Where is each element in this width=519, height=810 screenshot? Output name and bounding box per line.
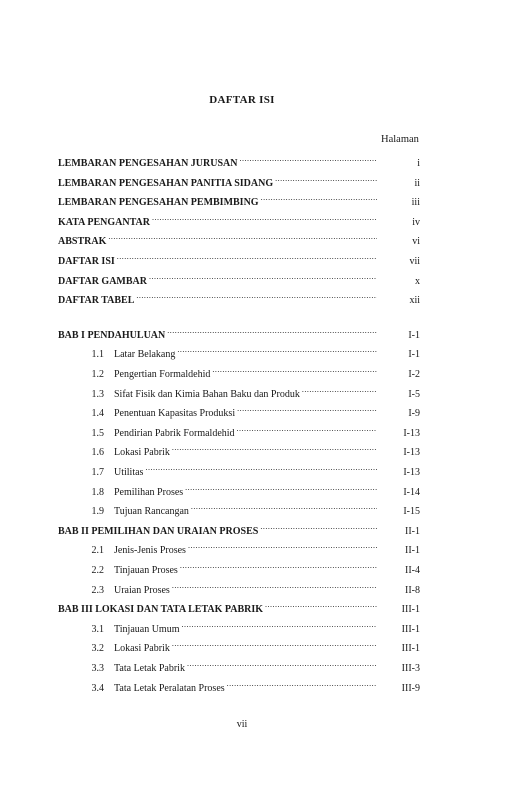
- entry-label: Sifat Fisik dan Kimia Bahan Baku dan Produk: [114, 388, 300, 400]
- section-number: 2.3: [91, 584, 104, 596]
- dot-leader: [180, 559, 377, 573]
- entry-page-number: III-3: [401, 663, 420, 674]
- section-entry: [70, 579, 420, 596]
- page-title: DAFTAR ISI: [209, 94, 275, 106]
- page-number-footer: vii: [236, 719, 248, 730]
- dot-leader: [149, 270, 377, 284]
- entry-label: DAFTAR ISI: [58, 256, 115, 267]
- front-matter-entry: [58, 152, 420, 169]
- entry-label: DAFTAR GAMBAR: [58, 275, 147, 287]
- entry-label: LEMBARAN PENGESAHAN JURUSAN: [58, 158, 238, 169]
- section-entry: [70, 559, 420, 576]
- entry-page-number: i: [417, 158, 420, 169]
- front-matter-entry: [58, 289, 420, 307]
- entry-page-number: xii: [409, 295, 420, 307]
- dot-leader: [261, 191, 377, 205]
- entry-page-number: I-1: [408, 329, 420, 341]
- entry-label: DAFTAR TABEL: [58, 295, 135, 307]
- entry-label: Latar Belakang: [114, 349, 176, 361]
- entry-label: Tata Letak Peralatan Proses: [114, 682, 225, 694]
- entry-label: Lokasi Pabrik: [114, 447, 170, 459]
- section-number: 1.2: [91, 369, 104, 380]
- section-entry: [70, 481, 420, 498]
- section-number: 2.1: [91, 545, 104, 557]
- dot-leader: [167, 324, 377, 338]
- chapter-entry: [58, 598, 420, 616]
- dot-leader: [187, 657, 377, 671]
- section-number: 1.8: [91, 486, 104, 498]
- entry-page-number: I-9: [408, 408, 420, 420]
- section-entry: [70, 500, 420, 518]
- entry-page-number: II-1: [405, 545, 420, 557]
- section-entry: [70, 461, 420, 478]
- dot-leader: [302, 383, 377, 397]
- entry-label: Utilitas: [114, 467, 144, 478]
- section-number: 1.4: [91, 408, 104, 420]
- section-number: 3.1: [91, 623, 104, 635]
- section-entry: [70, 422, 420, 439]
- dot-leader: [191, 500, 377, 514]
- section-number: 2.2: [91, 565, 104, 576]
- dot-leader: [117, 250, 377, 264]
- entry-label: LEMBARAN PENGESAHAN PANITIA SIDANG: [58, 177, 274, 189]
- entry-page-number: I-2: [408, 369, 420, 380]
- entry-page-number: III-1: [401, 643, 420, 655]
- front-matter-entry: [58, 250, 420, 267]
- entry-label: Pemilihan Proses: [114, 486, 184, 498]
- entry-page-number: II-8: [405, 584, 420, 596]
- entry-page-number: vii: [409, 256, 420, 267]
- entry-page-number: III-1: [401, 623, 420, 635]
- entry-page-number: x: [415, 275, 420, 287]
- dot-leader: [227, 677, 377, 691]
- dot-leader: [108, 230, 377, 244]
- entry-label: Tinjauan Umum: [114, 623, 180, 635]
- front-matter-entry: [58, 172, 420, 189]
- entry-page-number: I-13: [403, 467, 420, 478]
- dot-leader: [239, 152, 377, 166]
- section-entry: [70, 402, 420, 420]
- chapter-entry: [58, 324, 420, 341]
- section-number: 3.2: [91, 643, 104, 655]
- front-matter-entry: [58, 230, 420, 248]
- section-entry: [70, 677, 420, 694]
- dot-leader: [172, 637, 377, 651]
- dot-leader: [275, 172, 377, 186]
- entry-label: Uraian Proses: [114, 584, 170, 596]
- section-entry: [70, 539, 420, 557]
- entry-page-number: II-1: [405, 525, 420, 537]
- entry-label: BAB III LOKASI DAN TATA LETAK PABRIK: [58, 604, 264, 616]
- entry-page-number: III-1: [401, 604, 420, 616]
- dot-leader: [152, 211, 377, 225]
- chapter-entry: [58, 520, 420, 537]
- section-number: 1.3: [91, 388, 104, 400]
- dot-leader: [265, 598, 377, 612]
- entry-page-number: iv: [412, 216, 420, 228]
- section-number: 1.7: [91, 467, 104, 478]
- dot-leader: [181, 618, 377, 632]
- dot-leader: [185, 481, 377, 495]
- dot-leader: [136, 289, 377, 303]
- entry-label: Lokasi Pabrik: [114, 643, 170, 655]
- section-entry: [70, 657, 420, 674]
- dot-leader: [172, 441, 377, 455]
- entry-page-number: iii: [411, 197, 420, 209]
- entry-page-number: vi: [412, 236, 420, 248]
- dot-leader: [260, 520, 377, 534]
- dot-leader: [177, 343, 377, 357]
- dot-leader: [237, 402, 377, 416]
- entry-page-number: I-13: [403, 447, 420, 459]
- dot-leader: [172, 579, 377, 593]
- entry-label: Tujuan Rancangan: [114, 506, 189, 518]
- section-entry: [70, 637, 420, 655]
- entry-page-number: ii: [414, 177, 420, 189]
- section-entry: [70, 441, 420, 459]
- dot-leader: [212, 363, 377, 377]
- section-entry: [70, 343, 420, 361]
- section-entry: [70, 383, 420, 400]
- entry-label: Penentuan Kapasitas Produksi: [114, 408, 236, 420]
- entry-page-number: I-5: [408, 388, 420, 400]
- page-column-header: Halaman: [381, 134, 419, 145]
- section-number: 1.6: [91, 447, 104, 459]
- section-entry: [70, 618, 420, 635]
- section-number: 3.4: [91, 682, 104, 694]
- section-number: 1.1: [91, 349, 104, 361]
- entry-label: Jenis-Jenis Proses: [114, 545, 186, 557]
- entry-page-number: II-4: [405, 565, 420, 576]
- section-number: 1.5: [91, 427, 104, 439]
- entry-label: BAB I PENDAHULUAN: [58, 329, 166, 341]
- entry-label: KATA PENGANTAR: [58, 216, 150, 228]
- entry-label: LEMBARAN PENGESAHAN PEMBIMBING: [58, 197, 259, 209]
- dot-leader: [237, 422, 377, 436]
- entry-label: ABSTRAK: [58, 236, 107, 248]
- entry-page-number: I-13: [403, 427, 420, 439]
- entry-label: Tinjauan Proses: [114, 565, 178, 576]
- entry-label: Pengertian Formaldehid: [114, 369, 211, 380]
- entry-label: Tata Letak Pabrik: [114, 663, 185, 674]
- dot-leader: [188, 539, 377, 553]
- front-matter-entry: [58, 191, 420, 209]
- entry-page-number: III-9: [401, 682, 420, 694]
- entry-label: BAB II PEMILIHAN DAN URAIAN PROSES: [58, 525, 259, 537]
- front-matter-entry: [58, 270, 420, 287]
- dot-leader: [145, 461, 377, 475]
- entry-label: Pendirian Pabrik Formaldehid: [114, 427, 235, 439]
- section-number: 1.9: [91, 506, 104, 518]
- section-entry: [70, 363, 420, 380]
- front-matter-entry: [58, 211, 420, 228]
- entry-page-number: I-15: [403, 506, 420, 518]
- section-number: 3.3: [91, 663, 104, 674]
- entry-page-number: I-1: [408, 349, 420, 361]
- entry-page-number: I-14: [403, 486, 420, 498]
